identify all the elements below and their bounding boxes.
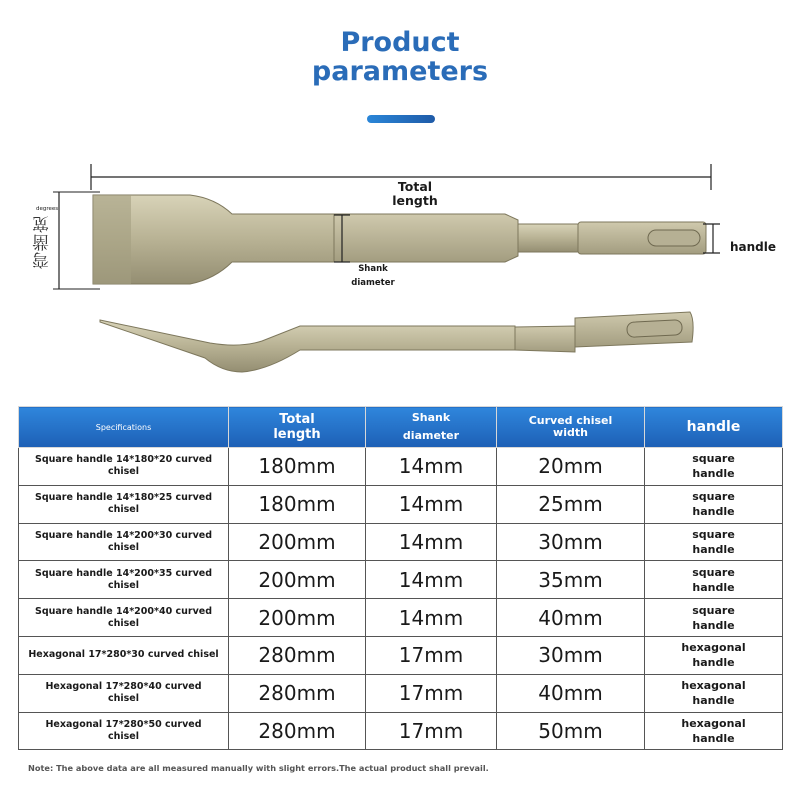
spec-cell [19, 485, 229, 523]
spec-cell [19, 523, 229, 561]
table-row [19, 674, 783, 712]
header-shank-line2: diameter [402, 429, 460, 442]
handle-line1: square [692, 565, 735, 579]
width-cell: 20mm [497, 448, 645, 486]
title-line-2: parameters [311, 56, 489, 87]
spec-cell [19, 674, 229, 712]
total-length-label [370, 180, 460, 208]
chisel-side-view [100, 312, 693, 372]
handle-line1: square [692, 527, 735, 541]
header-shank-line1: Shank [411, 411, 451, 424]
length-cell: 180mm [229, 485, 366, 523]
width-cell: 40mm [497, 599, 645, 637]
header-shank-diameter [366, 407, 497, 448]
handle-line2: handle [692, 731, 735, 745]
spec-cell [19, 712, 229, 750]
chisel-width-vertical-label: 弯凿宽 [33, 215, 53, 269]
degrees-label: degrees [36, 206, 59, 212]
table-row [19, 448, 783, 486]
width-cell: 40mm [497, 674, 645, 712]
handle-label: handle [730, 240, 777, 254]
header-width-line1: Curved chisel [528, 414, 613, 427]
handle-cell [645, 712, 783, 750]
header-specifications: Specifications [19, 407, 229, 448]
handle-line2: handle [692, 580, 735, 594]
spec-cell [19, 448, 229, 486]
table-row [19, 636, 783, 674]
length-cell: 280mm [229, 636, 366, 674]
shank-cell: 14mm [366, 561, 497, 599]
handle-line1: square [692, 603, 735, 617]
header-width-line2: width [553, 426, 588, 439]
length-cell: 200mm [229, 523, 366, 561]
shank-diameter-label [338, 262, 408, 290]
handle-line1: square [692, 452, 735, 466]
width-cell: 50mm [497, 712, 645, 750]
spec-line1: Hexagonal 17*280*50 curved [45, 718, 202, 730]
spec-line2: chisel [107, 617, 139, 629]
spec-line1: Square handle 14*200*35 curved [34, 567, 213, 579]
total-length-label-line1: Total [397, 179, 433, 194]
spec-line2: chisel [107, 541, 139, 553]
table-row [19, 523, 783, 561]
shank-label-line1: Shank [358, 264, 388, 274]
handle-cell [645, 599, 783, 637]
handle-cell [645, 636, 783, 674]
spec-line2: chisel [107, 466, 139, 478]
length-cell: 280mm [229, 674, 366, 712]
shank-cell: 17mm [366, 636, 497, 674]
disclaimer-note: Note: The above data are all measured manually with slight errors.The actual product shall prevail. [28, 763, 489, 773]
length-cell: 180mm [229, 448, 366, 486]
handle-line2: handle [692, 467, 735, 481]
header-curved-chisel-width [497, 407, 645, 448]
table-row [19, 485, 783, 523]
spec-line2: chisel [107, 579, 139, 591]
handle-cell [645, 561, 783, 599]
shank-label-line2: diameter [351, 278, 395, 288]
length-cell: 200mm [229, 561, 366, 599]
handle-line1: hexagonal [681, 641, 746, 655]
spec-line1: Hexagonal 17*280*40 curved [45, 681, 202, 693]
handle-line2: handle [692, 694, 735, 708]
handle-line2: handle [692, 656, 735, 670]
spec-line1: Hexagonal 17*280*30 curved chisel [28, 649, 219, 661]
width-cell: 30mm [497, 636, 645, 674]
shank-cell: 17mm [366, 712, 497, 750]
spec-cell [19, 636, 229, 674]
spec-line1: Square handle 14*180*25 curved [34, 492, 213, 504]
table-header-row [19, 407, 783, 448]
spec-line1: Square handle 14*180*20 curved [34, 454, 213, 466]
shank-cell: 14mm [366, 485, 497, 523]
handle-line1: square [692, 490, 735, 504]
spec-line2: chisel [107, 504, 139, 516]
shank-cell: 14mm [366, 599, 497, 637]
spec-line2: chisel [107, 730, 139, 742]
width-cell: 30mm [497, 523, 645, 561]
handle-line1: hexagonal [681, 679, 746, 693]
handle-cell [645, 448, 783, 486]
handle-line1: hexagonal [681, 716, 746, 730]
spec-table [18, 406, 783, 750]
title-line-1: Product [340, 27, 460, 58]
spec-cell [19, 561, 229, 599]
table-row [19, 712, 783, 750]
shank-cell: 14mm [366, 448, 497, 486]
handle-line2: handle [692, 505, 735, 519]
table-row [19, 561, 783, 599]
spec-line1: Square handle 14*200*40 curved [34, 605, 213, 617]
handle-cell [645, 674, 783, 712]
spec-cell [19, 599, 229, 637]
shank-cell: 17mm [366, 674, 497, 712]
handle-cell [645, 485, 783, 523]
spec-line2: chisel [107, 693, 139, 705]
header-total-length-line1: Total [279, 412, 315, 427]
handle-line2: handle [692, 618, 735, 632]
width-cell: 35mm [497, 561, 645, 599]
spec-line1: Square handle 14*200*30 curved [34, 529, 213, 541]
shank-cell: 14mm [366, 523, 497, 561]
header-total-length-line2: length [273, 427, 321, 442]
handle-line2: handle [692, 542, 735, 556]
total-length-label-line2: length [392, 193, 438, 208]
handle-cell [645, 523, 783, 561]
width-cell: 25mm [497, 485, 645, 523]
length-cell: 200mm [229, 599, 366, 637]
header-handle: handle [645, 407, 783, 448]
table-row [19, 599, 783, 637]
header-total-length [229, 407, 366, 448]
length-cell: 280mm [229, 712, 366, 750]
